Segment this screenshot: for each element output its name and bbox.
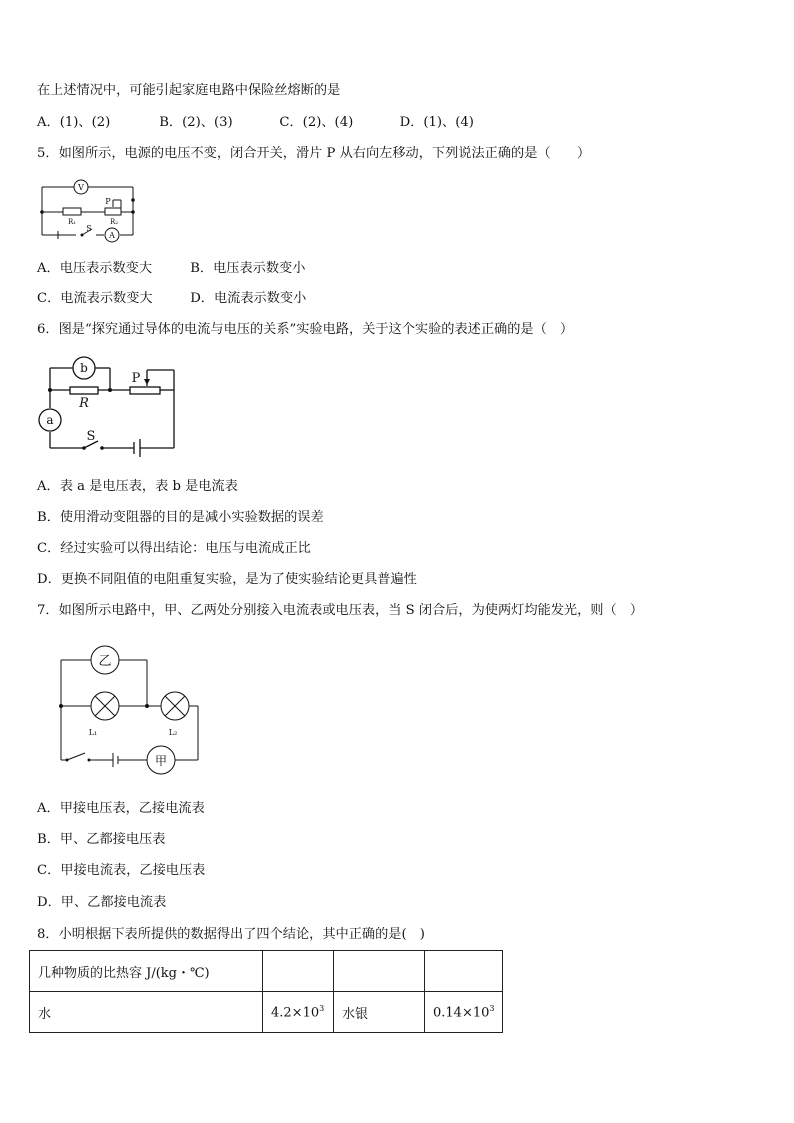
svg-text:A: A (109, 231, 115, 240)
q6-option-a[interactable]: A．表 a 是电压表，表 b 是电流表 (37, 479, 238, 494)
svg-text:R₁: R₁ (67, 218, 77, 226)
q5-options-row1 (37, 260, 305, 278)
svg-text:乙: 乙 (98, 654, 112, 669)
option-a[interactable]: A．电压表示数变大 (37, 261, 153, 276)
svg-text:P: P (131, 371, 141, 386)
q6-stem: 6．图是“探究通过导体的电流与电压的关系”实验电路，关于这个实验的表述正确的是（ ） (37, 322, 574, 337)
option-a[interactable]: A．(1)、(2) (37, 115, 111, 130)
option-c[interactable]: C．电流表示数变大 (37, 291, 153, 306)
svg-text:L₂: L₂ (168, 728, 178, 737)
question-text: 在上述情况中，可能引起家庭电路中保险丝熔断的是 (37, 83, 341, 98)
q7-stem: 7．如图所示电路中，甲、乙两处分别接入电流表或电压表，当 S 闭合后，为使两灯均能发光，则（ ） (37, 603, 644, 618)
svg-text:R: R (79, 396, 89, 411)
option-d[interactable]: D．电流表示数变小 (190, 291, 307, 306)
svg-text:V: V (78, 183, 84, 192)
q6-option-b[interactable]: B．使用滑动变阻器的目的是减小实验数据的误差 (37, 510, 324, 525)
q5-stem: 5．如图所示，电源的电压不变，闭合开关，滑片 P 从右向左移动，下列说法正确的是（ ） (37, 146, 591, 161)
svg-text:S: S (86, 429, 96, 444)
q7-circuit-diagram (55, 643, 205, 778)
table-row (30, 992, 503, 1033)
option-c[interactable]: C．(2)、(4) (279, 115, 354, 130)
q5-circuit-diagram (36, 177, 141, 242)
svg-text:L₁: L₁ (88, 728, 98, 737)
q7-option-b[interactable]: B．甲、乙都接电压表 (37, 832, 166, 847)
q6-option-d[interactable]: D．更换不同阻值的电阻重复实验，是为了使实验结论更具普遍性 (37, 572, 417, 587)
cell-value: $4.2\times 10^3$ (263, 992, 334, 1033)
table-header: 几种物质的比热容 J/(kg・℃) (30, 951, 263, 992)
option-d[interactable]: D．(1)、(4) (399, 115, 474, 130)
q7-option-c[interactable]: C．甲接电流表，乙接电压表 (37, 863, 206, 878)
q7-option-a[interactable]: A．甲接电压表，乙接电流表 (37, 801, 205, 816)
option-b[interactable]: B．电压表示数变小 (190, 261, 306, 276)
cell-value: $0.14\times 10^3$ (425, 992, 503, 1033)
q8-stem: 8．小明根据下表所提供的数据得出了四个结论，其中正确的是( ) (37, 927, 425, 942)
q4-options (37, 114, 474, 132)
q7-option-d[interactable]: D．甲、乙都接电流表 (37, 895, 167, 910)
svg-text:S: S (86, 224, 92, 233)
svg-text:b: b (80, 361, 88, 375)
cell-substance: 水 (30, 992, 263, 1033)
cell-substance: 水银 (334, 992, 425, 1033)
option-b[interactable]: B．(2)、(3) (159, 115, 233, 130)
svg-text:a: a (46, 413, 54, 427)
table-header-row (30, 951, 503, 992)
q5-options-row2 (37, 290, 306, 308)
svg-text:甲: 甲 (154, 754, 168, 768)
q6-option-c[interactable]: C．经过实验可以得出结论：电压与电流成正比 (37, 541, 311, 556)
q6-circuit-diagram (40, 355, 180, 455)
specific-heat-table (29, 950, 503, 1033)
svg-text:R₂: R₂ (109, 218, 119, 226)
svg-text:P: P (105, 197, 111, 206)
